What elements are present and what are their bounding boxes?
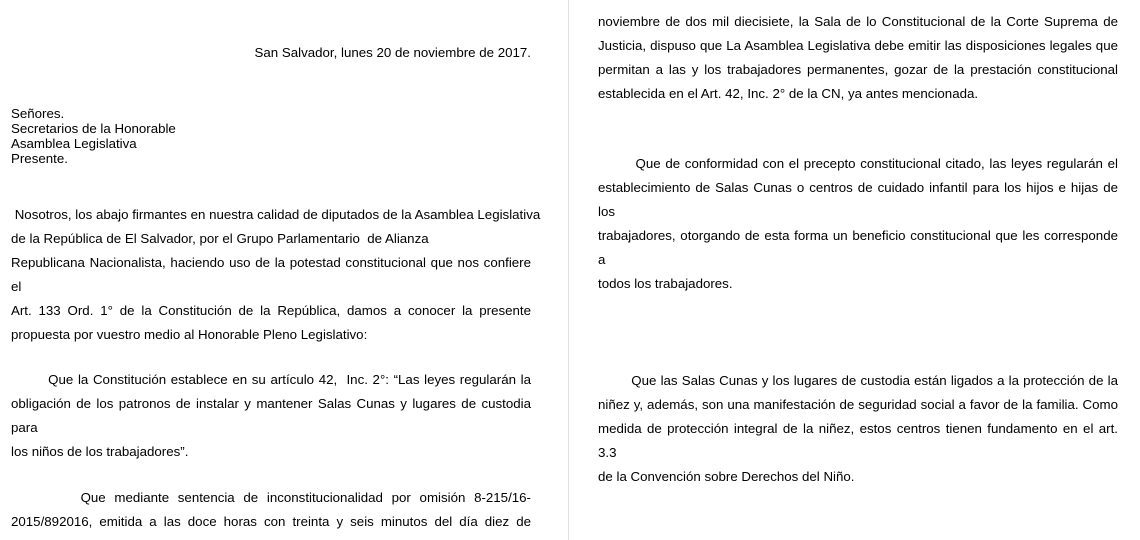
paragraph-sentencia [11,486,531,534]
text-line: noviembre de dos mil diecisiete, la Sala de lo Constitucional de la Corte Suprema de [598,14,1118,29]
page-divider [568,0,569,540]
paragraph-constitucion [11,368,531,464]
text-line: obligación de los patronos de instalar y mantener Salas Cunas y lugares de custodia para [11,396,531,435]
address-line: Secretarios de la Honorable [11,121,176,136]
paragraph-continuacion [598,10,1118,106]
text-line: permitan a las y los trabajadores permanentes, gozar de la prestación constitucional [598,62,1118,77]
text-line: Que mediante sentencia de inconstitucionalidad por omisión 8-215/16- [11,490,531,505]
text-line: Que de conformidad con el precepto constitucional citado, las leyes regularán el [598,156,1118,171]
text-line: Que la Constitución establece en su artículo 42, Inc. 2°: “Las leyes regularán la [11,372,531,387]
text-line: de la Convención sobre Derechos del Niño. [598,469,855,484]
text-line: establecida en el Art. 42, Inc. 2° de la CN, ya antes mencionada. [598,86,979,101]
text-line: Que las Salas Cunas y los lugares de custodia están ligados a la protección de la [598,373,1118,388]
text-line: medida de protección integral de la niñez, estos centros tienen fundamento en el art. 3.3 [598,421,1118,460]
paragraph-conformidad [598,152,1118,296]
intro-paragraph [11,203,541,347]
recipient-address [11,106,176,166]
text-line: propuesta por vuestro medio al Honorable Pleno Legislativo: [11,327,368,342]
document-page-right [570,0,1140,540]
address-line: Asamblea Legislativa [11,136,137,151]
text-line: niñez y, además, son una manifestación de seguridad social a favor de la familia. Como [598,397,1118,412]
document-page-left [0,0,568,540]
text-line: Republicana Nacionalista, haciendo uso de la potestad constitucional que nos confiere el [11,255,531,294]
text-line: los niños de los trabajadores”. [11,444,189,459]
text-line: trabajadores, otorgando de esta forma un beneficio constitucional que les corresponde a [598,228,1118,267]
address-line: Presente. [11,151,68,166]
date-line: San Salvador, lunes 20 de noviembre de 2017. [254,45,531,60]
text-line: Art. 133 Ord. 1° de la Constitución de la República, damos a conocer la presente [11,303,531,318]
text-line: de la República de El Salvador, por el Grupo Parlamentario de Alianza [11,231,429,246]
text-line: todos los trabajadores. [598,276,733,291]
text-line: 2015/892016, emitida a las doce horas con treinta y seis minutos del día diez de [11,514,531,529]
paragraph-salas-cunas [598,369,1118,489]
text-line: establecimiento de Salas Cunas o centros de cuidado infantil para los hijos e hijas de los [598,180,1118,219]
text-line: Justicia, dispuso que La Asamblea Legislativa debe emitir las disposiciones legales que [598,38,1118,53]
address-line: Señores. [11,106,65,121]
text-line: Nosotros, los abajo firmantes en nuestra calidad de diputados de la Asamblea Legislativa [11,207,541,222]
